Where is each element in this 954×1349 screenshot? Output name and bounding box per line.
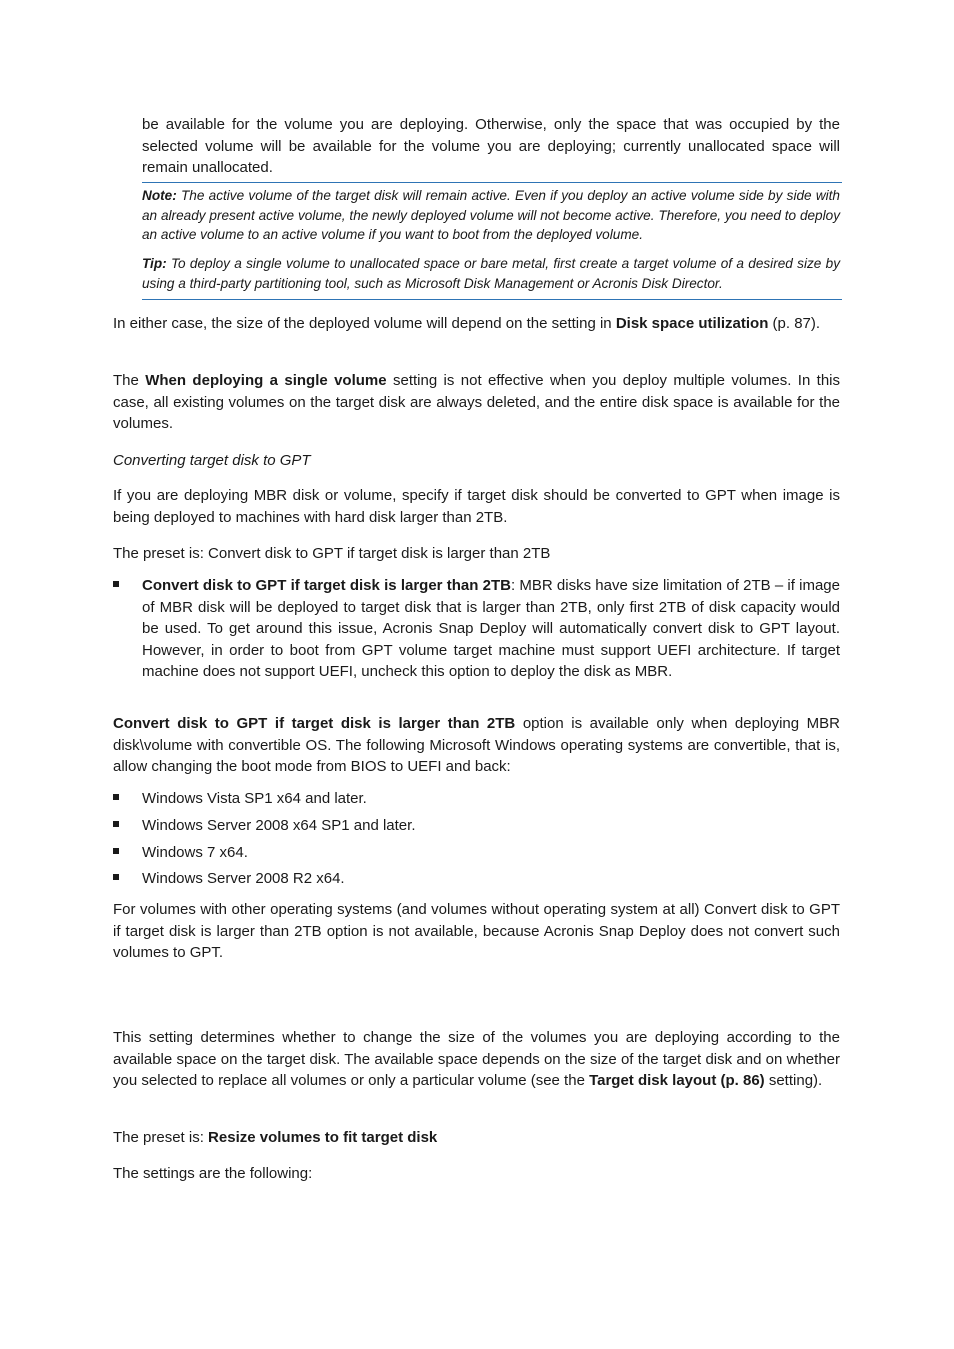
paragraph-resize-setting: This setting determines whether to change the size of the volumes you are deploying according to the available space on the target disk. The available space depends on the size of the target disk and on whether you selected to replace all volumes or only a particular volume (see the Target disk layout (p. 86) setting). [113, 1029, 840, 1089]
paragraph-either-case: In either case, the size of the deployed volume will depend on the setting in Disk space utilization (p. 87). [113, 315, 821, 332]
bullet-icon [113, 794, 119, 800]
paragraph-mbr: If you are deploying MBR disk or volume, specify if target disk should be converted to GPT when image is being deployed to machines with hard disk larger than 2TB. [113, 487, 840, 526]
paragraph-other-os: For volumes with other operating systems (and volumes without operating system at all) Convert disk to GPT if target disk is larger than 2TB option is not available, because Acronis Snap Deploy does not convert such volumes to GPT. [113, 901, 840, 961]
note-paragraph [142, 186, 840, 245]
tip-label: Tip: [142, 256, 167, 271]
note-label: Note: [142, 188, 177, 203]
paragraph-available-space: be available for the volume you are deploying. Otherwise, only the space that was occupied by the selected volume will be available for the volume you are deploying; currently unallocated space will remain unallocated. [142, 116, 840, 176]
note-text: The active volume of the target disk will remain active. Even if you deploy an active volume side by side with an already present active volume, the newly deployed volume will not become active. Therefore, you need to deploy an active volume to an active volume if you want to boot from the deployed volume. [142, 188, 840, 242]
tip-text: To deploy a single volume to unallocated space or bare metal, first create a target volume of a desired size by using a third-party partitioning tool, such as Microsoft Disk Management or Acronis Disk Director. [142, 256, 840, 291]
preset-resize: The preset is: Resize volumes to fit target disk [113, 1129, 438, 1146]
bullet-icon [113, 581, 119, 587]
link-disk-space-utilization[interactable]: Disk space utilization [615, 315, 769, 332]
paragraph-single-volume: The When deploying a single volume setting is not effective when you deploy multiple volumes. In this case, all existing volumes on the target disk are always deleted, and the entire disk space is available for the volumes. [113, 372, 841, 432]
subheading-converting-gpt: Converting target disk to GPT [113, 452, 311, 469]
note-box [142, 182, 842, 300]
bullet-icon [113, 874, 119, 880]
paragraph-settings-following: The settings are the following: [113, 1165, 313, 1182]
bullet-icon [113, 848, 119, 854]
tip-paragraph [142, 254, 840, 293]
document-page: be available for the volume you are deploying. Otherwise, only the space that was occupied by the selected volume will be available for the volume you are deploying; currently unallocated space will remain unallocated. Note: The active volume of the target disk will remain active. Even if you deploy an active volume side by side with an already present active volume, the newly deployed volume will not become active. Therefore, you need to deploy an active volume to an active volume if you want to boot from the deployed volume. Tip: To deploy a single volume to unallocated space or bare metal, first create a target volume of a desired size by using a third-party partitioning tool, such as Microsoft Disk Management or Acronis Disk Director. In either case, the size of the deployed volume will depend on the setting in Disk space utilization (p. 87). The When deploying a single volume setting is not effective when you deploy multiple volumes. In this case, all existing volumes on the target disk are always deleted, and the entire disk space is available for the volumes. Converting target disk to GPT If you are deploying MBR disk or volume, specify if target disk should be converted to GPT when image is being deployed to machines with hard disk larger than 2TB. The preset is: Convert disk to GPT if target disk is larger than 2TB Convert disk to GPT if target disk is larger than 2TB: MBR disks have size limitation of 2TB – if image of MBR disk will be deployed to target disk that is larger than 2TB, only first 2TB of disk capacity would be used. To get around this issue, Acronis Snap Deploy will automatically convert disk to GPT layout. However, in order to boot from GPT volume target machine must support UEFI architecture. If target machine does not support UEFI, uncheck this option to deploy the disk as MBR. Convert disk to GPT if target disk is larger than 2TB option is available only when deploying MBR disk\volume with convertible OS. The following Microsoft Windows operating systems are convertible, that is, allow changing the boot mode from BIOS to UEFI and back: Windows Vista SP1 x64 and later. Windows Server 2008 x64 SP1 and later. Windows 7 x64. Windows Server 2008 R2 x64. For volumes with other operating systems (and volumes without operating system at all) Convert disk to GPT if target disk is larger than 2TB option is not available, because Acronis Snap Deploy does not convert such volumes to GPT. This setting determines whether to change the size of the volumes you are deploying according to the available space on the target disk. The available space depends on the size of the target disk and on whether you selected to replace all volumes or only a particular volume (see the Target disk layout (p. 86) setting). The preset is: Resize volumes to fit target disk The settings are the following: [0, 0, 954, 1349]
bullet-icon [113, 821, 119, 827]
paragraph-convertible-os: Convert disk to GPT if target disk is larger than 2TB option is available only when deploying MBR disk\volume with convertible OS. The following Microsoft Windows operating systems are convertible, that is, allow changing the boot mode from BIOS to UEFI and back: [113, 715, 840, 775]
preset-gpt: The preset is: Convert disk to GPT if target disk is larger than 2TB [113, 545, 551, 562]
link-target-disk-layout[interactable]: Target disk layout (p. 86) [589, 1072, 765, 1089]
